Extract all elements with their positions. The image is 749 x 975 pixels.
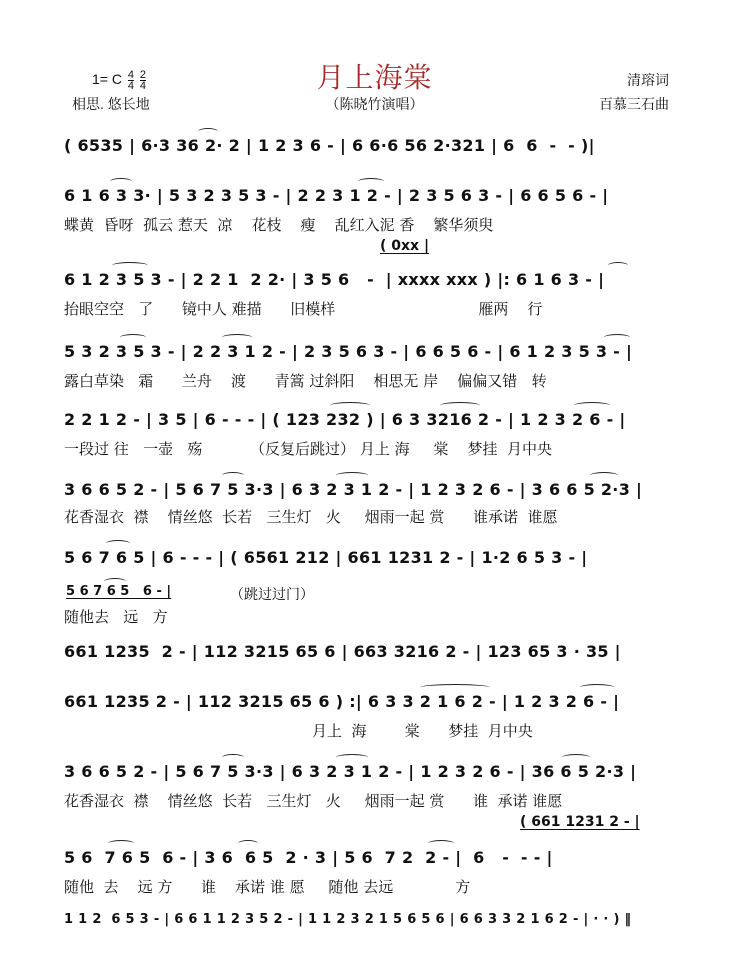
slur-mark <box>222 754 244 761</box>
slur-mark <box>336 472 368 479</box>
slur-mark <box>112 262 148 269</box>
lyrics-line-2: 蝶黄 昏呀 孤云 惹天 凉 花枝 瘦 乱红入泥 香 繁华须臾 <box>64 216 494 234</box>
key-label: 1= C <box>92 71 122 88</box>
slur-mark <box>198 128 218 135</box>
notation-line-8: 5 6 7 6 5 6 - | <box>66 584 172 599</box>
composer: 百慕三石曲 <box>599 96 669 112</box>
notation-line-5: 2 2 1 2 - | 3 5 | 6 - - - | ( 123 232 ) | 6 3 3216 2 - | 1 2 3 2 6 - | <box>64 410 626 429</box>
slur-mark <box>106 540 130 547</box>
notation-line-4: 5 3 2 3 5 3 - | 2 2 3 1 2 - | 2 3 5 6 3 - | 6 6 5 6 - | 6 1 2 3 5 3 - | <box>64 342 633 361</box>
slur-mark <box>222 334 252 341</box>
slur-mark <box>420 684 490 691</box>
lyrics-line-3: 抬眼空空 了 镜中人 难描 旧模样 雁两 行 <box>64 300 543 318</box>
slur-mark <box>590 472 618 479</box>
slur-mark <box>604 334 630 341</box>
performer: （陈晓竹演唱） <box>325 96 424 112</box>
lyrics-line-6: 花香湿衣 襟 情丝悠 长若 三生灯 火 烟雨一起 赏 谁承诺 谁愿 <box>64 508 558 526</box>
notation-line-7: 5 6 7 6 5 | 6 - - - | ( 6561 212 | 661 1231 2 - | 1·2 6 5 3 - | <box>64 548 588 567</box>
pickup-notes: ( 0xx | <box>380 238 430 254</box>
lyrics-line-12: 随他 去 远 方 谁 承诺 谁 愿 随他 去远 方 <box>64 878 471 896</box>
lyrics-line-8: 随他去 远 方 <box>64 608 168 626</box>
time-signature-b: $\frac{2}{4}$ <box>139 69 146 92</box>
notation-line-3: 6 1 2 3 5 3 - | 2 2 1 2 2· | 3 5 6 - | xxxx xxx ) |: 6 1 6 3 - | <box>64 270 605 289</box>
notation-line-2: 6 1 6 3 3· | 5 3 2 3 5 3 - | 2 2 3 1 2 - | 2 3 5 6 3 - | 6 6 5 6 - | <box>64 186 609 205</box>
time-signature-a: $\frac{4}{4}$ <box>127 69 134 92</box>
slur-mark <box>608 262 628 269</box>
notation-line-13: 1 1 2 6 5 3 - | 6 6 1 1 2 3 5 2 - | 1 1 2 3 2 1 5 6 5 6 | 6 6 3 3 2 1 6 2 - | · · ) ‖ <box>64 912 632 927</box>
slur-mark <box>238 840 258 847</box>
lyrics-line-11: 花香湿衣 襟 情丝悠 长若 三生灯 火 烟雨一起 赏 谁 承诺 谁愿 <box>64 792 563 810</box>
slur-mark <box>574 402 610 409</box>
slur-mark <box>330 402 370 409</box>
slur-mark <box>120 334 146 341</box>
notation-line-12: 5 6 7 6 5 6 - | 3 6 6 5 2 · 3 | 5 6 7 2 2 - | 6 - - - | <box>64 848 553 867</box>
slur-mark <box>428 840 454 847</box>
slur-mark <box>358 178 384 185</box>
notation-line-11: 3 6 6 5 2 - | 5 6 7 5 3·3 | 6 3 2 3 1 2 - | 1 2 3 2 6 - | 36 6 5 2·3 | <box>64 762 637 781</box>
slur-mark <box>108 840 134 847</box>
interlude-notes: ( 661 1231 2 - | <box>520 814 640 830</box>
slur-mark <box>336 754 368 761</box>
slur-mark <box>580 684 614 691</box>
slur-mark <box>222 472 244 479</box>
lyrics-line-10: 月上 海 棠 梦挂 月中央 <box>64 722 533 740</box>
notation-line-10: 661 1235 2 - | 112 3215 65 6 ) :| 6 3 3 2 1 6 2 - | 1 2 3 2 6 - | <box>64 692 620 711</box>
skip-interlude-note: （跳过过门） <box>230 587 314 603</box>
slur-mark <box>110 178 132 185</box>
slur-mark <box>440 402 480 409</box>
lyricist: 清瑢词 <box>627 72 669 88</box>
tempo-style: 相思. 悠长地 <box>72 96 150 112</box>
notation-line-1: ( 6535 | 6·3 36 2· 2 | 1 2 3 6 - | 6 6·6 56 2·321 | 6 6 - - )| <box>64 136 595 155</box>
key-signature <box>92 70 146 91</box>
lyrics-line-4: 露白草染 霜 兰舟 渡 青篙 过斜阳 相思无 岸 偏偏又错 转 <box>64 372 547 390</box>
slur-mark <box>562 754 590 761</box>
slur-mark <box>104 578 126 585</box>
notation-line-9: 661 1235 2 - | 112 3215 65 6 | 663 3216 2 - | 123 65 3 · 35 | <box>64 642 621 661</box>
notation-line-6: 3 6 6 5 2 - | 5 6 7 5 3·3 | 6 3 2 3 1 2 - | 1 2 3 2 6 - | 3 6 6 5 2·3 | <box>64 480 643 499</box>
lyrics-line-5: 一段过 往 一壶 殇 （反复后跳过） 月上 海 棠 梦挂 月中央 <box>64 440 553 458</box>
song-title: 月上海棠 <box>316 61 433 94</box>
